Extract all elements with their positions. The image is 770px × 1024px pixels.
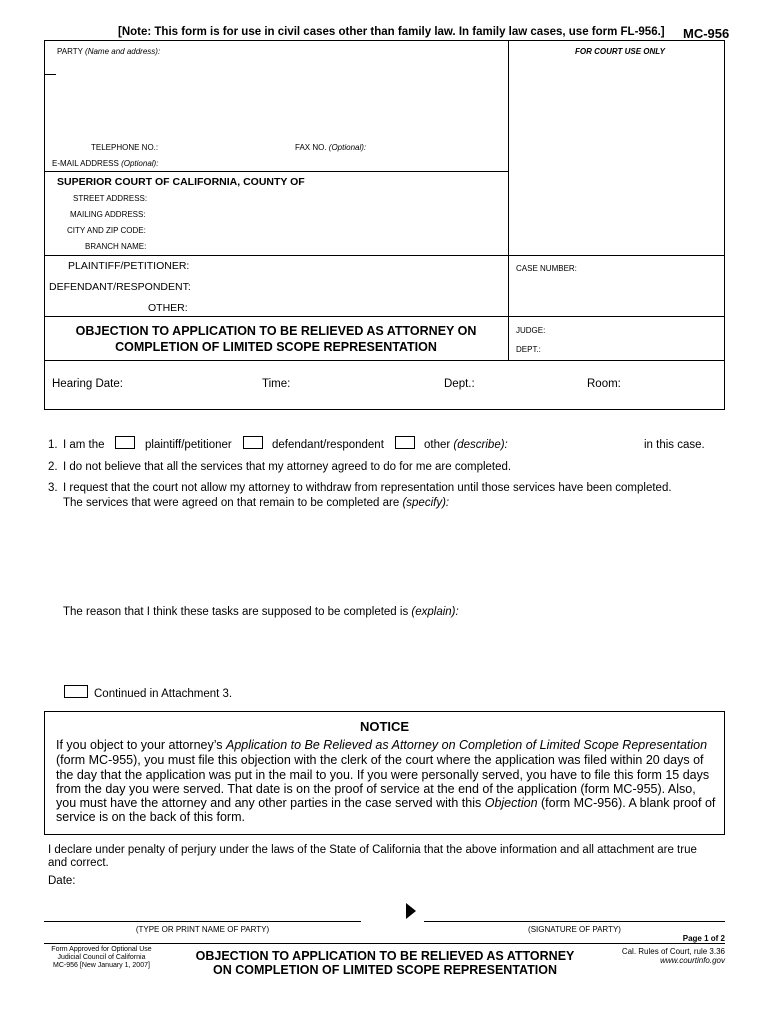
plaintiff-checkbox[interactable] [115, 436, 135, 449]
item-1-number: 1. [48, 439, 58, 451]
item-1-tail: in this case. [644, 439, 705, 451]
notice-heading: NOTICE [359, 719, 410, 734]
caption-box [44, 40, 725, 410]
item-3-number: 3. [48, 482, 58, 494]
divider [44, 360, 725, 361]
defendant-label: DEFENDANT/RESPONDENT: [49, 281, 191, 293]
plaintiff-label: PLAINTIFF/PETITIONER: [68, 260, 190, 272]
form-number: MC-956 [683, 26, 730, 41]
print-name-caption: (TYPE OR PRINT NAME OF PARTY) [135, 925, 270, 934]
court-use-divider [508, 40, 509, 360]
fax-label: FAX NO. (Optional): [295, 143, 367, 152]
court-use-label: FOR COURT USE ONLY [575, 47, 665, 56]
other-option-label: other (describe): [424, 439, 508, 451]
defendant-option-label: defendant/respondent [272, 439, 384, 451]
signature-line[interactable] [424, 921, 725, 922]
other-checkbox[interactable] [395, 436, 415, 449]
title-line-1: OBJECTION TO APPLICATION TO BE RELIEVED AS ATTORNEY ON [75, 324, 477, 338]
notice-line-5: you must have the attorney and any other parties in the case served with this Objection (form MC-956). A blank proof of [56, 796, 716, 810]
item-1-lead: I am the [63, 439, 105, 451]
city-zip-label: CITY AND ZIP CODE: [67, 226, 146, 235]
notice-line-1: If you object to your attorney’s Application to Be Relieved as Attorney on Completion of Limited Scope Representation [56, 738, 708, 752]
hearing-time-label: Time: [262, 378, 291, 390]
signature-arrow-icon [406, 903, 416, 919]
rules-of-court: Cal. Rules of Court, rule 3.36 [621, 947, 725, 956]
court-title: SUPERIOR COURT OF CALIFORNIA, COUNTY OF [57, 176, 305, 188]
hearing-dept-label: Dept.: [444, 378, 475, 390]
header-note: [Note: This form is for use in civil cases other than family law. In family law cases, use form FL-956.] [118, 26, 665, 38]
print-name-line[interactable] [44, 921, 361, 922]
hearing-date-label: Hearing Date: [52, 378, 123, 390]
divider [44, 74, 56, 75]
defendant-checkbox[interactable] [243, 436, 263, 449]
notice-line-2: (form MC-955), you must file this objection with the clerk of the court where the application was filed within 20 days of [56, 753, 704, 767]
branch-name-label: BRANCH NAME: [85, 242, 147, 251]
notice-line-6: service is on the back of this form. [56, 810, 245, 824]
notice-line-4: from the day you were served. That date is on the proof of service at the end of the application (form MC-955). Also, [56, 782, 696, 796]
date-label: Date: [48, 875, 76, 887]
court-website[interactable]: www.courtinfo.gov [660, 956, 725, 965]
item-3-text-line-1: I request that the court not allow my attorney to withdraw from representation until those services have been completed. [63, 482, 672, 494]
email-label: E-MAIL ADDRESS (Optional): [52, 159, 159, 168]
telephone-label: TELEPHONE NO.: [91, 143, 159, 152]
street-address-label: STREET ADDRESS: [73, 194, 148, 203]
continued-label: Continued in Attachment 3. [94, 688, 233, 700]
notice-line-3: the day that the application was put in the mail to you. If you were personally served, you have to file this form 15 days [56, 768, 710, 782]
hearing-room-label: Room: [587, 378, 621, 390]
divider [44, 171, 508, 172]
item-3-text-line-2: The services that were agreed on that remain to be completed are (specify): [63, 497, 450, 509]
item-2-number: 2. [48, 461, 58, 473]
form-approval-line-3: MC-956 [New January 1, 2007] [53, 962, 150, 969]
title-line-2: COMPLETION OF LIMITED SCOPE REPRESENTATION [115, 340, 437, 354]
form-approval-line-2: Judicial Council of California [57, 954, 146, 961]
plaintiff-option-label: plaintiff/petitioner [145, 439, 232, 451]
judge-label: JUDGE: [516, 326, 546, 335]
mailing-address-label: MAILING ADDRESS: [70, 210, 146, 219]
continued-checkbox[interactable] [64, 685, 88, 698]
declaration-line-2: and correct. [48, 857, 109, 869]
reason-label: The reason that I think these tasks are supposed to be completed is (explain): [63, 606, 459, 618]
declaration-line-1: I declare under penalty of perjury under the laws of the State of California that the above information and all attachment are true [48, 844, 697, 856]
page-number: Page 1 of 2 [682, 934, 725, 943]
divider [44, 316, 725, 317]
dept-label: DEPT.: [516, 345, 541, 354]
divider [44, 255, 725, 256]
form-approval-line-1: Form Approved for Optional Use [51, 946, 152, 953]
footer-rule [44, 943, 725, 944]
footer-title-line-2: ON COMPLETION OF LIMITED SCOPE REPRESENTATION [213, 963, 557, 977]
party-label: PARTY (Name and address): [57, 47, 161, 56]
signature-caption: (SIGNATURE OF PARTY) [528, 925, 621, 934]
case-number-label: CASE NUMBER: [516, 264, 577, 273]
other-label: OTHER: [148, 302, 188, 314]
item-2-text: I do not believe that all the services that my attorney agreed to do for me are completed. [63, 461, 512, 473]
footer-title-line-1: OBJECTION TO APPLICATION TO BE RELIEVED AS ATTORNEY [195, 949, 575, 963]
